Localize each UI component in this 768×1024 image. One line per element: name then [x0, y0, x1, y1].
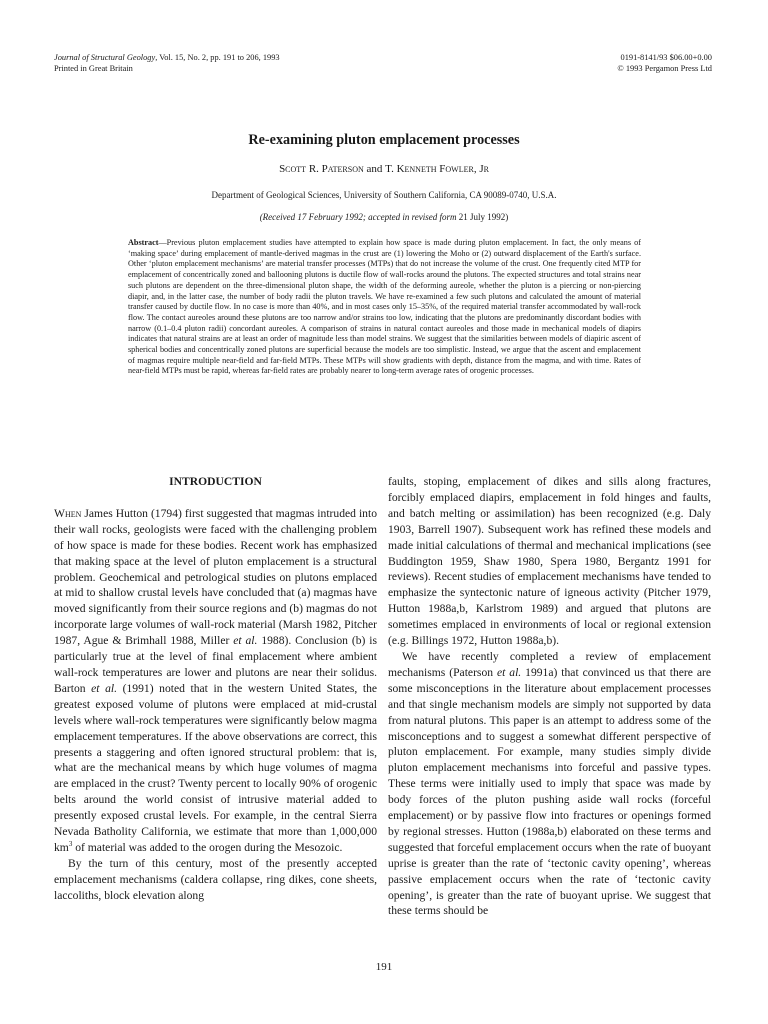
- text-span: 1988). Conclusion (b) is particularly true at the level of final emplacement where ambient wall-rock temperatures are lower and plutons are near their solidus. Barton: [54, 634, 378, 695]
- received-dates: [0, 212, 768, 222]
- journal-name: Journal of Structural Geology: [54, 53, 156, 62]
- printed-in: Printed in Great Britain: [54, 64, 133, 73]
- abstract-text: —Previous pluton emplacement studies have attempted to explain how space is made during pluton emplacement. In fact, the only means of ‘making space’ during emplacement of mantle-derived magmas in the crust are (1) lowering the Moho or (2) outward displacement of the Earth's surface. Other ‘pluton emplacement mechanisms’ are material transfer processes (MTPs) that do not increase the volume of the crust. One frequently cited MTP for emplacement of concentrically zoned and ballooning plutons is ductile flow of wall-rocks around the plutons. The expected structures and total strains near such plutons are dependent on the three-dimensional pluton shape, the width of the deforming aureole, whether the pluton is a piercing or non-piercing diapir, and, in the latter case, the number of body radii the pluton travels. We have re-examined a few such plutons and calculated the amount of material transfer caused by ductile flow. In no case is more than 40%, and in most cases only 15–35%, of the required material transfer accommodated by wall-rock flow. The contact aureoles around these plutons are too narrow and/or strains too low, indicating that the plutons are predominantly discordant bodies with narrow (0.1–0.4 pluton radii) concordant aureoles. A comparison of strains in natural contact aureoles and those made in mechanical models of diapirs indicates that natural strains are at least an order of magnitude less than model strains. We suggest that the similarities between models of diapiric ascent of spherical bodies and concentrically zoned plutons are superficial because the models are too simplistic. Instead, we argue that the ascent and emplacement of magmas require multiple near-field and far-field MTPs. These MTPs will show gradients with depth, distance from the magma, and with time. Rates of near-field MTPs must be rapid, whereas far-field rates are probably nearer to long-term average rates of orogenic processes.: [128, 238, 641, 376]
- column-right: [388, 474, 711, 919]
- copyright: © 1993 Pergamon Press Ltd: [617, 64, 712, 73]
- received-close: 21 July 1992): [456, 212, 509, 222]
- text-span: (1991) noted that in the western United States, the greatest exposed volume of plutons were emplaced at mid-crustal levels where wall-rock temperatures were significantly below magma emplacement temperatures. If the above observations are correct, this presents a staggering and often ignored structural problem: that is, what are the mechanical means by which huge volumes of magma are emplaced in the crust? Twenty percent to locally 90% of orogenic belts around the world consist of intrusive material added to presently exposed crustal levels. For example, in the central Sierra Nevada Batholity California, we estimate that more than 1,000,000 km: [54, 681, 378, 854]
- journal-citation: [54, 52, 280, 63]
- et-al: et al.: [233, 634, 258, 648]
- author-fowler: T. Kenneth Fowler, Jr: [385, 163, 489, 175]
- received-open: (Received 17 February 1992;: [259, 212, 369, 222]
- abstract-label: Abstract: [128, 238, 159, 247]
- intro-paragraph-2-continued: faults, stoping, emplacement of dikes and sills along fractures, forcibly emplaced diapirs, emplacement in fold hinges and faults, and batch melting or assimilation) has been recognized (e.g. Daly 1903, Barrell 1907). Subsequent work has refined these models and made initial calculations of thermal and mechanical implications (see Buddington 1959, Shaw 1980, Spera 1980, Bergantz 1991 for reviews). Recent studies of emplacement mechanisms have tended to emphasize the syntectonic nature of igneous activity (Pitcher 1979, Hutton 1988a,b, Karlstrom 1989) and argued that plutons are sometimes emplaced in environments of local or regional extension (e.g. Billings 1972, Hutton 1988a,b).: [388, 475, 711, 648]
- article-title: Re-examining pluton emplacement processes: [248, 132, 520, 148]
- journal-header-right: [617, 52, 712, 74]
- author-conjunction: and: [366, 163, 383, 175]
- issn: 0191-8141/93 $06.00+0.00: [620, 53, 712, 62]
- intro-paragraph-1: [54, 506, 377, 856]
- column-left: [54, 474, 377, 904]
- affiliation: Department of Geological Sciences, University of Southern California, CA 90089-0740, U.S.A.: [211, 190, 557, 200]
- et-al: et al.: [91, 681, 118, 695]
- intro-paragraph-3: [388, 649, 711, 919]
- abstract: [128, 238, 641, 377]
- text-span: James Hutton (1794) first suggested that magmas intruded into their wall rocks, geologists were faced with the challenging problem of how space is made for these bodies. Recent work has emphasized that making space at the level of pluton emplacement is a structural problem. Geochemical and petrological studies on plutons emplaced at mid to shallow crustal levels have concluded that (a) magmas have moved significantly from their source regions and (b) magmas do not incorporate large volumes of wall-rock material (Marsh 1982, Pitcher 1987, Ague & Brimhall 1988, Miller: [54, 506, 377, 648]
- intro-paragraph-2: By the turn of this century, most of the presently accepted emplacement mechanisms (caldera collapse, ring dikes, cone sheets, laccoliths, block elevation along: [54, 856, 377, 902]
- et-al: et al.: [496, 665, 522, 679]
- text-span: of material was added to the orogen during the Mesozoic.: [72, 840, 343, 854]
- journal-header-left: [54, 52, 280, 74]
- received-revised: accepted in revised form: [368, 212, 457, 222]
- superscript: 3: [68, 840, 73, 849]
- lead-word: When: [54, 506, 82, 520]
- text-span: We have recently completed a review of emplacement mechanisms (Paterson: [388, 649, 711, 679]
- volume-pages: , Vol. 15, No. 2, pp. 191 to 206, 1993: [155, 53, 280, 62]
- page-number: 191: [375, 961, 393, 973]
- text-span: 1991a) that convinced us that there are some misconceptions in the literature about emplacement processes and that single mechanism models are simply not supported by data from natural plutons. This paper is an attempt to address some of the misconceptions and to suggest a somewhat different perspective of pluton emplacement. For example, many studies simply divide pluton emplacement mechanisms into forceful and passive types. These terms were initially used to imply that space was made by body forces of the pluton pushing aside wall rocks (forceful emplacement) or by passive flow into fractures or openings formed by regional stresses. Hutton (1988a,b) elaborated on these terms and suggested that forceful emplacement occurs when the rate of buoyant uprise is greater than the rate of ‘tectonic cavity opening’, whereas passive emplacement occurs when the rate of ‘tectonic cavity opening’, is greater than the rate of buoyant uprise. We suggest that these terms should be: [388, 665, 712, 918]
- author-paterson: Scott R. Paterson: [279, 163, 364, 175]
- section-heading-introduction: INTRODUCTION: [169, 475, 262, 488]
- author-line: [0, 163, 768, 175]
